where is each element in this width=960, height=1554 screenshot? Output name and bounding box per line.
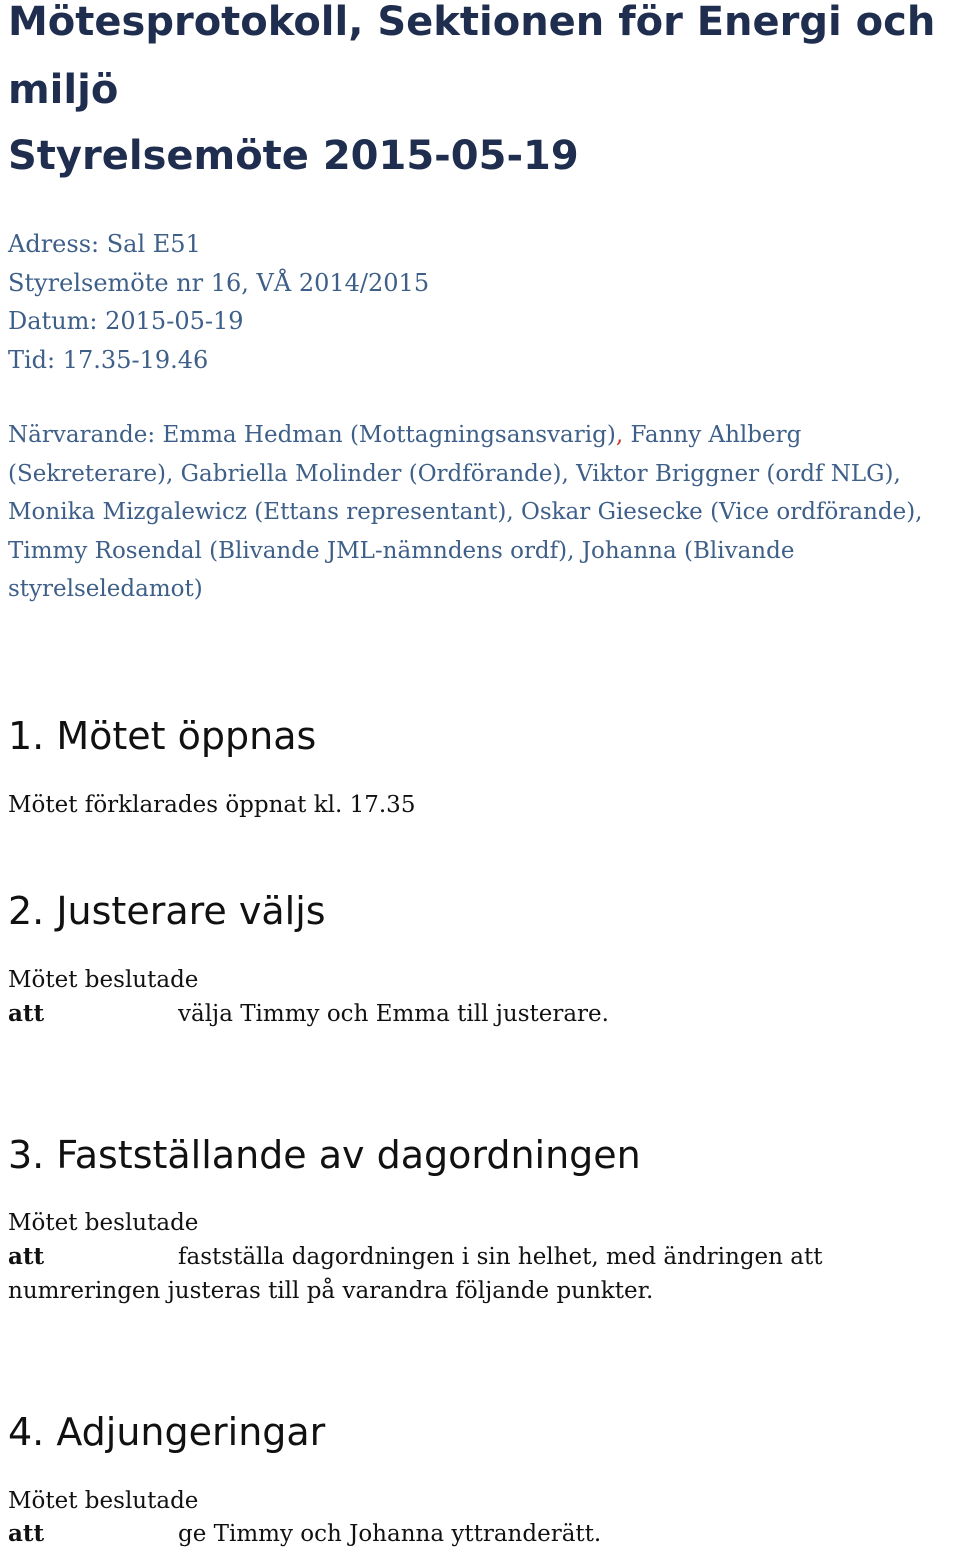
section-3-decision-text: fastställa dagordningen i sin helhet, med ändringen att bbox=[178, 1244, 823, 1270]
document-title-line-1: Mötesprotokoll, Sektionen för Energi och bbox=[8, 0, 936, 45]
document-title-line-2: miljö bbox=[8, 67, 119, 113]
section-3-decision-intro: Mötet beslutade bbox=[8, 1210, 199, 1236]
section-1-heading: 1. Mötet öppnas bbox=[8, 714, 317, 758]
attendees-first: Emma Hedman (Mottagningsansvarig) bbox=[162, 422, 616, 448]
att-label: att bbox=[8, 1520, 45, 1547]
section-3-heading: 3. Fastställande av dagordningen bbox=[8, 1133, 641, 1177]
att-label: att bbox=[8, 1000, 45, 1027]
meta-date: Datum: 2015-05-19 bbox=[8, 307, 244, 335]
attendees-paragraph: Närvarande: Emma Hedman (Mottagningsansvarig), Fanny Ahlberg (Sekreterare), Gabriella Molinder (Ordförande), Viktor Briggner (ordf NLG), Monika Mizgalewicz (Ettans representant), Oskar Giesecke (Vice ordförande), Timmy Rosendal (Blivande JML-nämndens ordf), Johanna (Blivande styrelseledamot) bbox=[8, 422, 923, 602]
section-4-decision-intro: Mötet beslutade bbox=[8, 1488, 199, 1514]
section-2-decision-intro: Mötet beslutade bbox=[8, 967, 199, 993]
attendees-label: Närvarande: bbox=[8, 422, 156, 448]
meta-address: Adress: Sal E51 bbox=[8, 230, 201, 258]
section-2-decision bbox=[8, 997, 958, 1031]
meta-meeting-number: Styrelsemöte nr 16, VÅ 2014/2015 bbox=[8, 269, 430, 297]
section-3-decision-continuation: numreringen justeras till på varandra följande punkter. bbox=[8, 1278, 654, 1304]
document-subtitle: Styrelsemöte 2015-05-19 bbox=[8, 133, 579, 179]
section-4-heading: 4. Adjungeringar bbox=[8, 1410, 326, 1454]
section-2-heading: 2. Justerare väljs bbox=[8, 889, 326, 933]
att-label: att bbox=[8, 1243, 45, 1270]
section-3-decision bbox=[8, 1240, 958, 1274]
attendees-rest: Fanny Ahlberg (Sekreterare), Gabriella Molinder (Ordförande), Viktor Briggner (ordf NLG), Monika Mizgalewicz (Ettans representant), Oskar Giesecke (Vice ordförande), Timmy Rosendal (Blivande JML-nämndens ordf), Johanna (Blivande styrelseledamot) bbox=[8, 422, 923, 602]
section-2-decision-text: välja Timmy och Emma till justerare. bbox=[178, 1001, 609, 1027]
meta-time: Tid: 17.35-19.46 bbox=[8, 346, 209, 374]
section-1-text: Mötet förklarades öppnat kl. 17.35 bbox=[8, 792, 416, 818]
section-4-decision-text: ge Timmy och Johanna yttranderätt. bbox=[178, 1521, 602, 1547]
section-4-decision bbox=[8, 1517, 958, 1551]
